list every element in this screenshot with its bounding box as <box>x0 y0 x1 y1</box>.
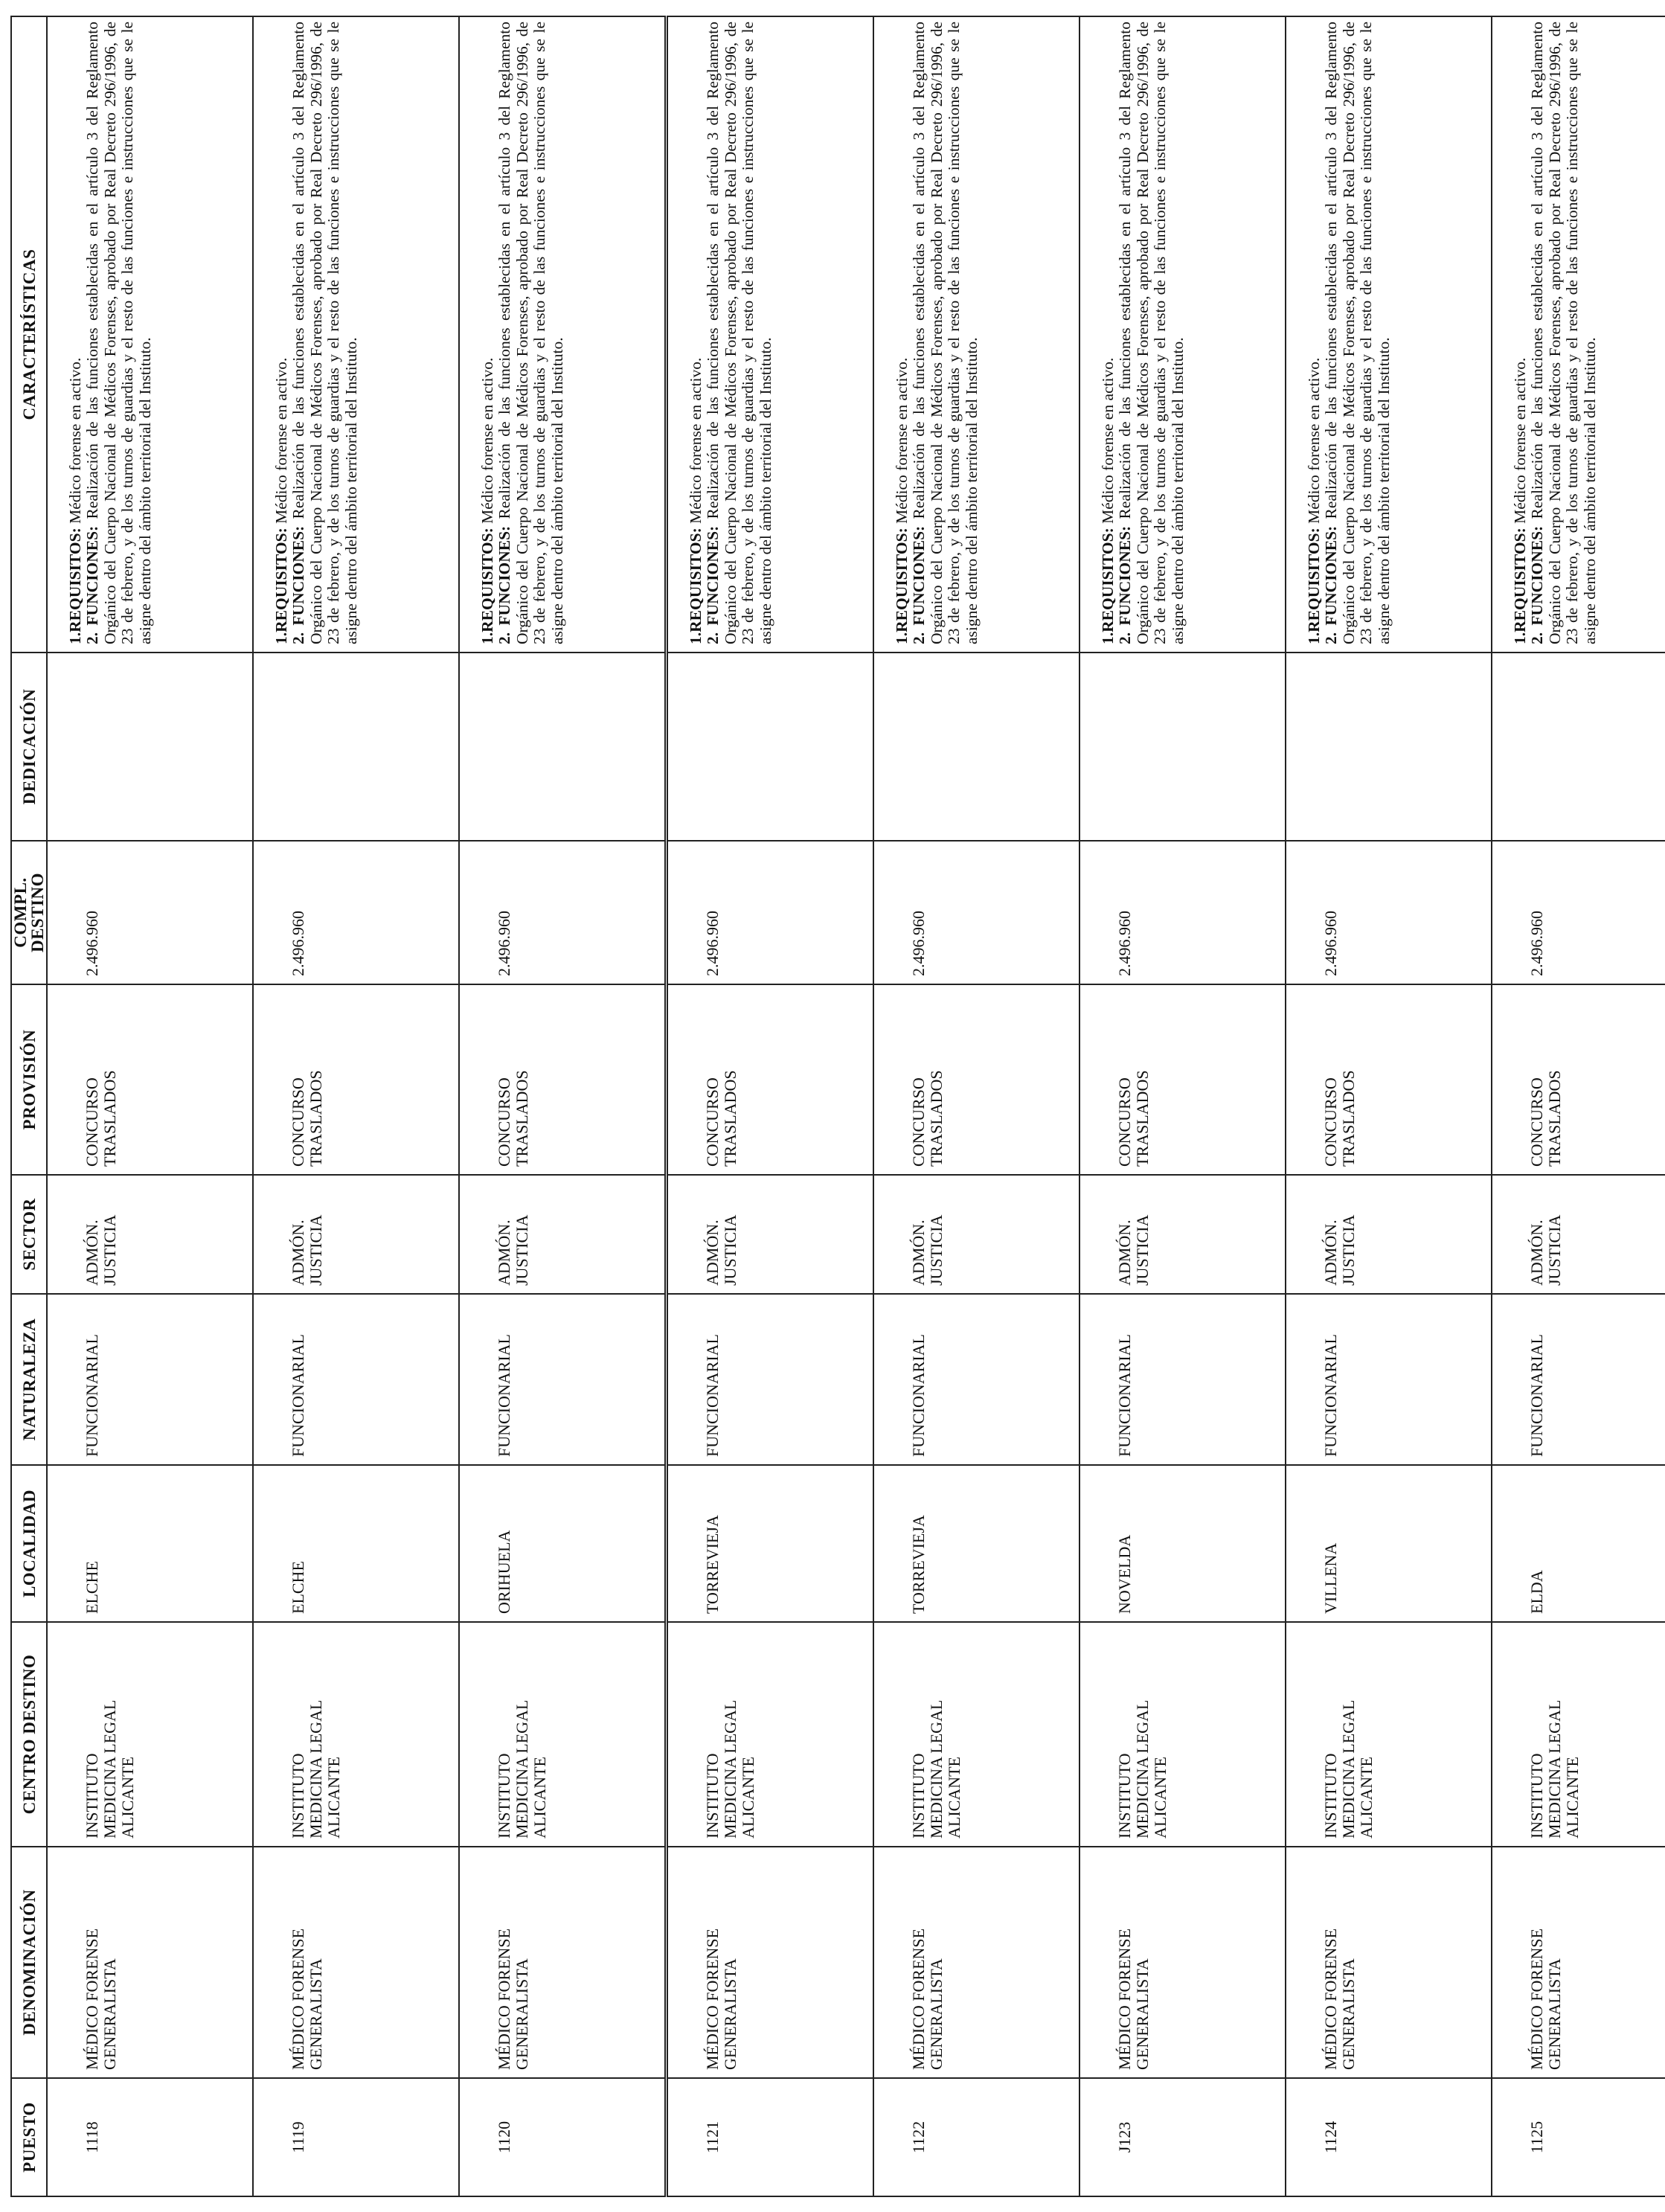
centro-line3: ALICANTE <box>530 1757 549 1838</box>
funciones-label: 2. FUNCIONES: <box>83 525 102 644</box>
cell-naturaleza: FUNCIONARIAL <box>459 1294 667 1465</box>
funciones-text: Realización de las funciones establecidas en el artículo 3 del Reglamento Orgánico del Cuerpo Nacional de Médicos Forenses, aprobado por Real Decreto 296/1996, de 23 de febrero, y de los turnos de guardias y el resto de las funciones e instrucciones que se le asigne dentro del ámbito territorial del Instituto. <box>1528 22 1599 644</box>
provision-line1: CONCURSO <box>703 1077 722 1167</box>
header-denominacion: DENOMINACIÓN <box>11 1847 47 2078</box>
cell-centro-destino <box>873 1622 1079 1847</box>
funciones-text: Realización de las funciones establecidas en el artículo 3 del Reglamento Orgánico del Cuerpo Nacional de Médicos Forenses, aprobado por Real Decreto 296/1996, de 23 de febrero, y de los turnos de guardias y el resto de las funciones e instrucciones que se le asigne dentro del ámbito territorial del Instituto. <box>495 22 566 644</box>
cell-localidad: TORREVIEJA <box>873 1465 1079 1622</box>
cell-provision <box>459 984 667 1175</box>
provision-line2: TRASLADOS <box>1132 1070 1152 1167</box>
centro-line1: INSTITUTO <box>1527 1753 1546 1838</box>
denominacion-line1: MÉDICO FORENSE <box>1321 1928 1340 2070</box>
sector-line2: JUSTICIA <box>1132 1214 1152 1286</box>
cell-compl-destino: 2.496.960 <box>1286 841 1492 984</box>
header-compl-line2: DESTINO <box>28 872 47 953</box>
denominacion-line1: MÉDICO FORENSE <box>1527 1928 1546 2070</box>
denominacion-line2: GENERALISTA <box>926 1958 946 2070</box>
cell-naturaleza: FUNCIONARIAL <box>47 1294 253 1465</box>
cell-compl-destino: 2.496.960 <box>1079 841 1286 984</box>
puestos-table <box>10 16 1665 2197</box>
centro-line3: ALICANTE <box>1356 1757 1376 1838</box>
sector-line1: ADMÓN. <box>495 1219 513 1286</box>
cell-compl-destino: 2.496.960 <box>667 841 874 984</box>
cell-caracteristicas <box>1286 16 1492 653</box>
requisitos-text: Médico forense en activo. <box>1305 357 1323 528</box>
funciones-label: 2. FUNCIONES: <box>704 525 722 644</box>
cell-localidad: ELCHE <box>47 1465 253 1622</box>
provision-line2: TRASLADOS <box>306 1070 325 1167</box>
requisitos-text: Médico forense en activo. <box>1511 357 1529 528</box>
cell-sector <box>873 1175 1079 1294</box>
cell-dedicacion <box>1079 653 1286 841</box>
funciones-label: 2. FUNCIONES: <box>1322 525 1341 644</box>
cell-puesto: 1122 <box>873 2078 1079 2196</box>
cell-provision <box>667 984 874 1175</box>
centro-line1: INSTITUTO <box>495 1753 513 1838</box>
funciones-text: Realización de las funciones establecidas en el artículo 3 del Reglamento Orgánico del Cuerpo Nacional de Médicos Forenses, aprobado por Real Decreto 296/1996, de 23 de febrero, y de los turnos de guardias y el resto de las funciones e instrucciones que se le asigne dentro del ámbito territorial del Instituto. <box>910 22 981 644</box>
cell-provision <box>253 984 459 1175</box>
centro-line1: INSTITUTO <box>703 1753 722 1838</box>
cell-puesto: J123 <box>1079 2078 1286 2196</box>
cell-denominacion <box>1079 1847 1286 2078</box>
sector-line1: ADMÓN. <box>1527 1219 1546 1286</box>
cell-denominacion <box>459 1847 667 2078</box>
table-row <box>1286 16 1492 2196</box>
cell-caracteristicas <box>1492 16 1665 653</box>
sector-line2: JUSTICIA <box>1544 1214 1564 1286</box>
sector-line2: JUSTICIA <box>1338 1214 1358 1286</box>
header-naturaleza: NATURALEZA <box>11 1294 47 1465</box>
funciones-text: Realización de las funciones establecidas en el artículo 3 del Reglamento Orgánico del Cuerpo Nacional de Médicos Forenses, aprobado por Real Decreto 296/1996, de 23 de febrero, y de los turnos de guardias y el resto de las funciones e instrucciones que se le asigne dentro del ámbito territorial del Instituto. <box>704 22 774 644</box>
cell-sector <box>667 1175 874 1294</box>
cell-dedicacion <box>1286 653 1492 841</box>
requisitos-text: Médico forense en activo. <box>478 357 496 528</box>
requisitos-label: 1.REQUISITOS: <box>687 528 705 644</box>
denominacion-line1: MÉDICO FORENSE <box>909 1928 928 2070</box>
requisitos-label: 1.REQUISITOS: <box>1099 528 1117 644</box>
sector-line1: ADMÓN. <box>909 1219 928 1286</box>
cell-dedicacion <box>667 653 874 841</box>
requisitos-text: Médico forense en activo. <box>272 357 290 528</box>
denominacion-line2: GENERALISTA <box>306 1958 325 2070</box>
funciones-label: 2. FUNCIONES: <box>1116 525 1135 644</box>
cell-sector <box>1286 1175 1492 1294</box>
denominacion-line2: GENERALISTA <box>1544 1958 1564 2070</box>
centro-line3: ALICANTE <box>1562 1757 1582 1838</box>
cell-sector <box>1079 1175 1286 1294</box>
denominacion-line1: MÉDICO FORENSE <box>703 1928 722 2070</box>
funciones-label: 2. FUNCIONES: <box>495 525 514 644</box>
centro-line2: MEDICINA LEGAL <box>512 1699 531 1838</box>
cell-provision <box>1286 984 1492 1175</box>
funciones-text: Realización de las funciones establecidas en el artículo 3 del Reglamento Orgánico del Cuerpo Nacional de Médicos Forenses, aprobado por Real Decreto 296/1996, de 23 de febrero, y de los turnos de guardias y el resto de las funciones e instrucciones que se le asigne dentro del ámbito territorial del Instituto. <box>1322 22 1393 644</box>
cell-provision <box>873 984 1079 1175</box>
denominacion-line2: GENERALISTA <box>512 1958 531 2070</box>
funciones-text: Realización de las funciones establecidas en el artículo 3 del Reglamento Orgánico del Cuerpo Nacional de Médicos Forenses, aprobado por Real Decreto 296/1996, de 23 de febrero, y de los turnos de guardias y el resto de las funciones e instrucciones que se le asigne dentro del ámbito territorial del Instituto. <box>289 22 360 644</box>
cell-naturaleza: FUNCIONARIAL <box>667 1294 874 1465</box>
cell-centro-destino <box>1079 1622 1286 1847</box>
provision-line2: TRASLADOS <box>1338 1070 1358 1167</box>
header-compl-line1: COMPL. <box>11 877 30 948</box>
cell-naturaleza: FUNCIONARIAL <box>873 1294 1079 1465</box>
cell-naturaleza: FUNCIONARIAL <box>253 1294 459 1465</box>
cell-caracteristicas <box>1079 16 1286 653</box>
table-row <box>47 16 253 2196</box>
cell-naturaleza: FUNCIONARIAL <box>1079 1294 1286 1465</box>
cell-dedicacion <box>873 653 1079 841</box>
cell-dedicacion <box>459 653 667 841</box>
sector-line1: ADMÓN. <box>1321 1219 1340 1286</box>
cell-compl-destino: 2.496.960 <box>47 841 253 984</box>
cell-centro-destino <box>459 1622 667 1847</box>
centro-line1: INSTITUTO <box>83 1753 101 1838</box>
provision-line2: TRASLADOS <box>512 1070 531 1167</box>
cell-dedicacion <box>1492 653 1665 841</box>
header-centro-destino: CENTRO DESTINO <box>11 1622 47 1847</box>
header-row <box>11 16 47 2196</box>
requisitos-label: 1.REQUISITOS: <box>1305 528 1323 644</box>
requisitos-text: Médico forense en activo. <box>893 357 911 528</box>
cell-localidad: NOVELDA <box>1079 1465 1286 1622</box>
requisitos-label: 1.REQUISITOS: <box>1511 528 1529 644</box>
centro-line1: INSTITUTO <box>289 1753 307 1838</box>
cell-caracteristicas <box>873 16 1079 653</box>
cell-denominacion <box>47 1847 253 2078</box>
table-row <box>1492 16 1665 2196</box>
funciones-text: Realización de las funciones establecidas en el artículo 3 del Reglamento Orgánico del Cuerpo Nacional de Médicos Forenses, aprobado por Real Decreto 296/1996, de 23 de febrero, y de los turnos de guardias y el resto de las funciones e instrucciones que se le asigne dentro del ámbito territorial del Instituto. <box>1116 22 1187 644</box>
centro-line2: MEDICINA LEGAL <box>1132 1699 1152 1838</box>
header-dedicacion: DEDICACIÓN <box>11 653 47 841</box>
provision-line1: CONCURSO <box>289 1077 307 1167</box>
table-row <box>1079 16 1286 2196</box>
cell-sector <box>459 1175 667 1294</box>
cell-provision <box>1492 984 1665 1175</box>
provision-line2: TRASLADOS <box>926 1070 946 1167</box>
table-row <box>459 16 667 2196</box>
header-localidad: LOCALIDAD <box>11 1465 47 1622</box>
provision-line1: CONCURSO <box>495 1077 513 1167</box>
requisitos-text: Médico forense en activo. <box>1099 357 1117 528</box>
cell-sector <box>253 1175 459 1294</box>
requisitos-label: 1.REQUISITOS: <box>272 528 290 644</box>
sector-line2: JUSTICIA <box>720 1214 740 1286</box>
provision-line1: CONCURSO <box>909 1077 928 1167</box>
cell-puesto: 1121 <box>667 2078 874 2196</box>
cell-caracteristicas <box>459 16 667 653</box>
header-caracteristicas: CARACTERÍSTICAS <box>11 16 47 653</box>
cell-denominacion <box>667 1847 874 2078</box>
cell-compl-destino: 2.496.960 <box>459 841 667 984</box>
cell-puesto: 1124 <box>1286 2078 1492 2196</box>
centro-line1: INSTITUTO <box>909 1753 928 1838</box>
denominacion-line1: MÉDICO FORENSE <box>83 1928 101 2070</box>
requisitos-label: 1.REQUISITOS: <box>893 528 911 644</box>
requisitos-label: 1.REQUISITOS: <box>478 528 496 644</box>
cell-localidad: TORREVIEJA <box>667 1465 874 1622</box>
denominacion-line2: GENERALISTA <box>1338 1958 1358 2070</box>
sector-line1: ADMÓN. <box>83 1219 101 1286</box>
centro-line3: ALICANTE <box>324 1757 343 1838</box>
cell-caracteristicas <box>667 16 874 653</box>
denominacion-line2: GENERALISTA <box>1132 1958 1152 2070</box>
provision-line1: CONCURSO <box>83 1077 101 1167</box>
centro-line1: INSTITUTO <box>1115 1753 1134 1838</box>
centro-line2: MEDICINA LEGAL <box>306 1699 325 1838</box>
cell-centro-destino <box>667 1622 874 1847</box>
cell-puesto: 1125 <box>1492 2078 1665 2196</box>
cell-centro-destino <box>1492 1622 1665 1847</box>
sector-line2: JUSTICIA <box>100 1214 119 1286</box>
header-puesto: PUESTO <box>11 2078 47 2196</box>
table-row <box>873 16 1079 2196</box>
cell-caracteristicas <box>253 16 459 653</box>
cell-compl-destino: 2.496.960 <box>873 841 1079 984</box>
funciones-label: 2. FUNCIONES: <box>910 525 928 644</box>
requisitos-text: Médico forense en activo. <box>687 357 705 528</box>
table-row <box>253 16 459 2196</box>
sector-line1: ADMÓN. <box>1115 1219 1134 1286</box>
cell-naturaleza: FUNCIONARIAL <box>1492 1294 1665 1465</box>
denominacion-line1: MÉDICO FORENSE <box>1115 1928 1134 2070</box>
funciones-text: Realización de las funciones establecidas en el artículo 3 del Reglamento Orgánico del Cuerpo Nacional de Médicos Forenses, aprobado por Real Decreto 296/1996, de 23 de febrero, y de los turnos de guardias y el resto de las funciones e instrucciones que se le asigne dentro del ámbito territorial del Instituto. <box>83 22 154 644</box>
denominacion-line1: MÉDICO FORENSE <box>495 1928 513 2070</box>
sector-line1: ADMÓN. <box>703 1219 722 1286</box>
denominacion-line2: GENERALISTA <box>100 1958 119 2070</box>
header-provision: PROVISIÓN <box>11 984 47 1175</box>
provision-line2: TRASLADOS <box>720 1070 740 1167</box>
cell-puesto: 1118 <box>47 2078 253 2196</box>
table-body <box>47 16 1665 2196</box>
table-row <box>667 16 874 2196</box>
provision-line1: CONCURSO <box>1115 1077 1134 1167</box>
cell-dedicacion <box>253 653 459 841</box>
cell-compl-destino: 2.496.960 <box>1492 841 1665 984</box>
centro-line2: MEDICINA LEGAL <box>1544 1699 1564 1838</box>
cell-localidad: ORIHUELA <box>459 1465 667 1622</box>
funciones-label: 2. FUNCIONES: <box>289 525 308 644</box>
sector-line2: JUSTICIA <box>306 1214 325 1286</box>
requisitos-text: Médico forense en activo. <box>66 357 84 528</box>
cell-sector <box>1492 1175 1665 1294</box>
cell-centro-destino <box>47 1622 253 1847</box>
provision-line1: CONCURSO <box>1527 1077 1546 1167</box>
cell-localidad: ELDA <box>1492 1465 1665 1622</box>
cell-sector <box>47 1175 253 1294</box>
cell-denominacion <box>1286 1847 1492 2078</box>
centro-line1: INSTITUTO <box>1321 1753 1340 1838</box>
cell-naturaleza: FUNCIONARIAL <box>1286 1294 1492 1465</box>
provision-line2: TRASLADOS <box>1544 1070 1564 1167</box>
cell-caracteristicas <box>47 16 253 653</box>
cell-compl-destino: 2.496.960 <box>253 841 459 984</box>
centro-line3: ALICANTE <box>1150 1757 1170 1838</box>
cell-localidad: VILLENA <box>1286 1465 1492 1622</box>
centro-line2: MEDICINA LEGAL <box>1338 1699 1358 1838</box>
centro-line3: ALICANTE <box>118 1757 137 1838</box>
cell-denominacion <box>253 1847 459 2078</box>
provision-line2: TRASLADOS <box>100 1070 119 1167</box>
provision-line1: CONCURSO <box>1321 1077 1340 1167</box>
cell-denominacion <box>1492 1847 1665 2078</box>
header-sector: SECTOR <box>11 1175 47 1294</box>
sector-line1: ADMÓN. <box>289 1219 307 1286</box>
centro-line2: MEDICINA LEGAL <box>100 1699 119 1838</box>
centro-line3: ALICANTE <box>738 1757 757 1838</box>
header-compl-destino <box>11 841 47 984</box>
sector-line2: JUSTICIA <box>512 1214 531 1286</box>
cell-localidad: ELCHE <box>253 1465 459 1622</box>
cell-provision <box>47 984 253 1175</box>
cell-dedicacion <box>47 653 253 841</box>
cell-puesto: 1119 <box>253 2078 459 2196</box>
cell-centro-destino <box>1286 1622 1492 1847</box>
centro-line2: MEDICINA LEGAL <box>926 1699 946 1838</box>
centro-line2: MEDICINA LEGAL <box>720 1699 740 1838</box>
cell-puesto: 1120 <box>459 2078 667 2196</box>
cell-denominacion <box>873 1847 1079 2078</box>
denominacion-line2: GENERALISTA <box>720 1958 740 2070</box>
cell-provision <box>1079 984 1286 1175</box>
requisitos-label: 1.REQUISITOS: <box>66 528 84 644</box>
cell-centro-destino <box>253 1622 459 1847</box>
centro-line3: ALICANTE <box>944 1757 963 1838</box>
sector-line2: JUSTICIA <box>926 1214 946 1286</box>
funciones-label: 2. FUNCIONES: <box>1528 525 1547 644</box>
denominacion-line1: MÉDICO FORENSE <box>289 1928 307 2070</box>
